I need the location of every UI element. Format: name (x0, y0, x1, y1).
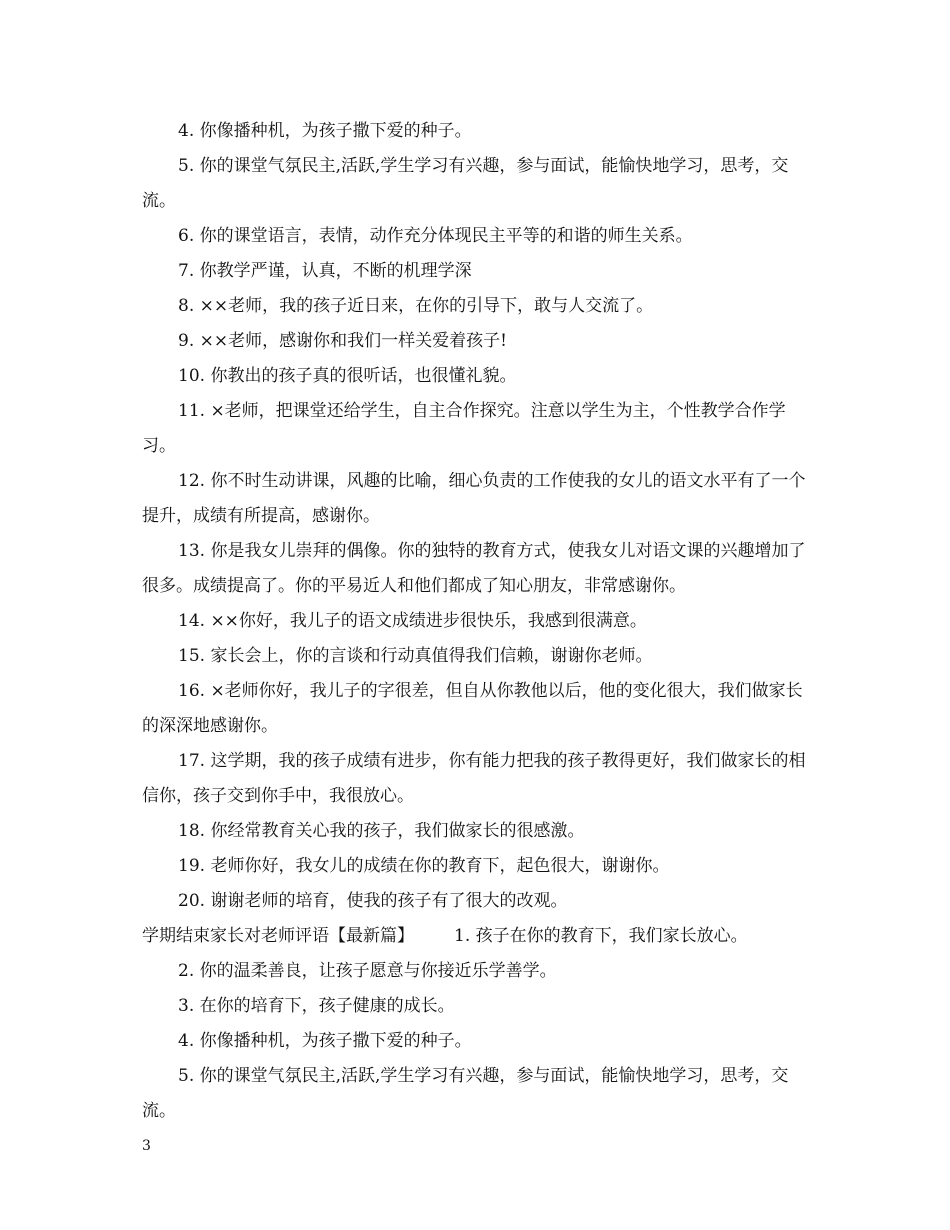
paragraph-item-5b: 5. 你的课堂气氛民主,活跃,学生学习有兴趣，参与面试，能愉快地学习，思考，交流。 (142, 1066, 789, 1121)
section-heading-line (142, 919, 812, 954)
heading-first-item: 1. 孩子在你的教育下，我们家长放心。 (454, 926, 748, 946)
section-heading: 学期结束家长对老师评语【最新篇】 (142, 926, 414, 946)
paragraph-item-4b: 4. 你像播种机，为孩子撒下爱的种子。 (178, 1031, 472, 1051)
paragraph-item-18: 18. 你经常教育关心我的孩子，我们做家长的很感激。 (178, 821, 585, 841)
document-body (142, 114, 812, 1129)
paragraph-item-4: 4. 你像播种机，为孩子撒下爱的种子。 (178, 121, 472, 141)
paragraph-item-7: 7. 你教学严谨，认真，不断的机理学深 (178, 261, 472, 281)
page-number: 3 (142, 1138, 151, 1154)
paragraph-item-6: 6. 你的课堂语言，表情，动作充分体现民主平等的和谐的师生关系。 (178, 226, 693, 246)
paragraph-item-2b: 2. 你的温柔善良，让孩子愿意与你接近乐学善学。 (178, 961, 557, 981)
paragraph-item-11: 11. ×老师，把课堂还给学生，自主合作探究。注意以学生为主，个性教学合作学习。 (142, 401, 786, 456)
paragraph-item-19: 19. 老师你好，我女儿的成绩在你的教育下，起色很大，谢谢你。 (178, 856, 670, 876)
paragraph-item-14: 14. ××你好，我儿子的语文成绩进步很快乐，我感到很满意。 (178, 611, 647, 631)
paragraph-item-15: 15. 家长会上，你的言谈和行动真值得我们信赖，谢谢你老师。 (178, 646, 653, 666)
paragraph-item-17: 17. 这学期，我的孩子成绩有进步，你有能力把我的孩子教得更好，我们做家长的相信你，孩子交到你手中，我很放心。 (142, 751, 806, 806)
paragraph-item-3b: 3. 在你的培育下，孩子健康的成长。 (178, 996, 455, 1016)
paragraph-item-5: 5. 你的课堂气氛民主,活跃,学生学习有兴趣，参与面试，能愉快地学习，思考，交流。 (142, 156, 789, 211)
paragraph-item-16: 16. ×老师你好，我儿子的字很差，但自从你教他以后，他的变化很大，我们做家长的深深地感谢你。 (142, 681, 803, 736)
paragraph-item-20: 20. 谢谢老师的培育，使我的孩子有了很大的改观。 (178, 891, 568, 911)
paragraph-item-10: 10. 你教出的孩子真的很听话，也很懂礼貌。 (178, 366, 517, 386)
paragraph-item-13: 13. 你是我女儿崇拜的偶像。你的独特的教育方式，使我女儿对语文课的兴趣增加了很多。成绩提高了。你的平易近人和他们都成了知心朋友，非常感谢你。 (142, 541, 806, 596)
paragraph-item-8: 8. ××老师，我的孩子近日来，在你的引导下，敢与人交流了。 (178, 296, 654, 316)
paragraph-item-9: 9. ××老师，感谢你和我们一样关爱着孩子! (178, 331, 507, 351)
paragraph-item-12: 12. 你不时生动讲课，风趣的比喻，细心负责的工作使我的女儿的语文水平有了一个提升，成绩有所提高，感谢你。 (142, 471, 806, 526)
